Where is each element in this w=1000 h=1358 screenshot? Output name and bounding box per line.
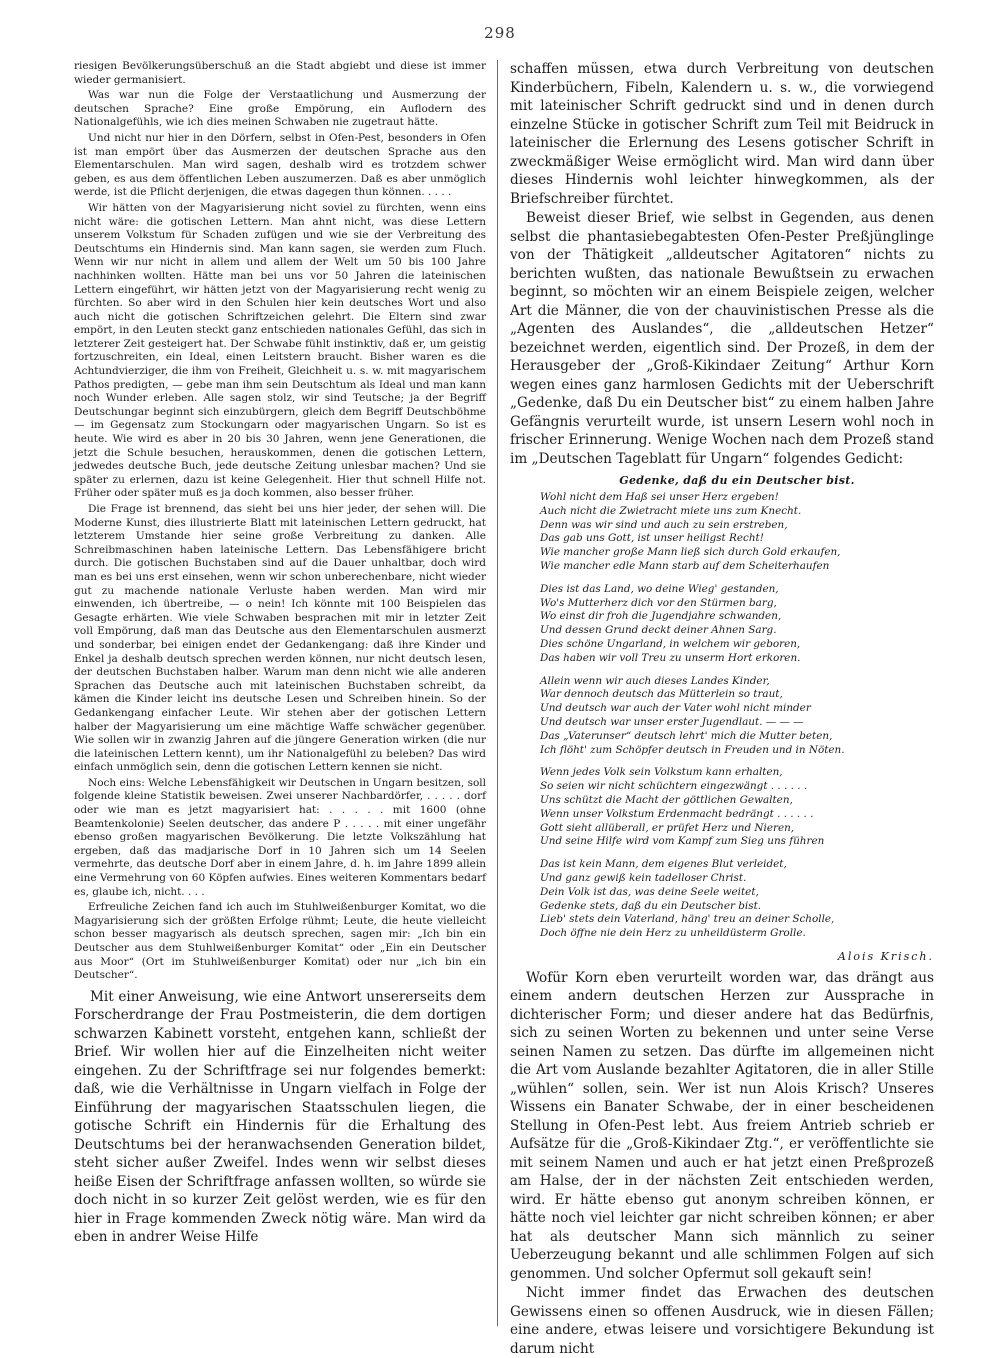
poem-verse: Wie mancher edle Mann starb auf dem Scheiterhaufen [540,559,830,572]
poem-verse: Und deutsch war unser erster Jugendlaut. — — — [540,715,804,728]
poem-verse: Gedenke stets, daß du ein Deutscher bist. [540,899,762,912]
poem-verse: Das ist kein Mann, dem eigenes Blut verleidet, [540,858,787,871]
poem-stanza [540,583,934,666]
poem-verse: Wo's Mutterherz dich vor den Stürmen barg, [540,596,777,609]
paragraph: schaffen müssen, etwa durch Verbreitung von deutschen Kinderbüchern, Fibeln, Kalendern u. s. w., die vorwiegend mit lateinischer Schrift gedruckt sind und in denen durch einzelne Stücke in gotischer Schrift zum Teil mit Beidruck in lateinischer die Erlernung des Lesens gotischer Schrift in zweckmäßiger Weise ermöglicht wird. Man wird dann über dieses Hindernis wohl leichter hinwegkommen, als der Briefschreiber fürchtet. [510,61,934,207]
poem-verse: Wie mancher große Mann ließ sich durch Gold erkaufen, [540,546,841,559]
poem-verse: So seien wir nicht schüchtern eingezwängt . . . . . . [540,780,808,793]
poem-verse: Allein wenn wir auch dieses Landes Kinder, [540,674,770,687]
left-column [74,60,486,1328]
paragraph: riesigen Bevölkerungsüberschuß an die Stadt abgiebt und diese ist immer wieder germanisiert. [74,60,486,86]
editorial-text [74,988,486,1247]
paragraph: Noch eins: Welche Lebensfähigkeit wir Deutschen in Ungarn besitzen, soll folgende kleine Statistik beweisen. Zwei unserer Nachbardörfer, . . . . . dorf oder wie man es jetzt magyarisiert hat: . . . . . mit 1600 (ohne Beamtenkolonie) Seelen deutscher, das andere P . . . . . mit einer ungefähr ebenso großen magyarischen Bevölkerung. Die letzte Volkszählung hat ergeben, daß das madjarische Dorf in 10 Jahren sich um 14 Seelen vermehrte, das deutsche Dorf aber in einem Jahre, d. h. im Jahre 1899 allein eine Vermehrung von 60 Köpfen aufwies. Eines weiteren Kommentars bedarf es, glaube ich, nicht. . . . [74,776,486,898]
right-column [510,60,934,1357]
poem-stanza [540,766,934,849]
paragraph: Nicht immer findet das Erwachen des deutschen Gewissens einen so offenen Ausdruck, wie in diesen Fällen; eine andere, etwas leisere und vorsichtigere Bekundung ist darum nicht [510,1285,934,1357]
poem-stanzas [540,491,934,941]
poem-verse: Dein Volk ist das, was deine Seele weitet, [540,885,759,898]
poem-verse: Wenn jedes Volk sein Volkstum kann erhalten, [540,766,783,779]
paragraph: Und nicht nur hier in den Dörfern, selbst in Ofen-Pest, besonders in Ofen ist man empört über das Ausmerzen der deutschen Sprache aus den Elementarschulen. Man wird sagen, deshalb wird es trotzdem schwer geben, es aus dem öffentlichen Leben auszumerzen. Daß es aber unmöglich werde, ist die Pflicht derjenigen, die etwas dagegen thun können. . . . . [74,131,486,199]
page-number: 298 [484,24,516,42]
letter-excerpt [74,60,486,983]
poem-verse: Dies schöne Ungarland, in welchem wir geboren, [540,637,801,650]
poem [540,474,934,963]
paragraph: Wofür Korn eben verurteilt worden war, das drängt aus einem andern deutschen Herzen zur Aussprache in dichterischer Form; und dieser andere hat das Bedürfnis, sich zu seinen Worten zu bekennen und unter seine Verse seinen Namen zu setzen. Das dürfte im allgemeinen nicht die Art vom Auslande bezahlter Agitatoren, die in aller Stille „wühlen“ sollen, sein. Wer ist nun Alois Krisch? Unseres Wissens ein Banater Schwabe, der in einer bescheidenen Stellung in Ofen-Pest lebt. Aus freiem Antrieb schrieb er Aufsätze für die „Groß-Kikindaer Ztg.“, er veröffentlichte sie mit seinem Namen und auch er hat jetzt einen Preßprozeß am Halse, der in der nächsten Zeit entschieden werden, wird. Er hätte ebenso gut anonym schreiben können, er hätte noch viel leichter gar nicht schreiben können; er aber hat als deutscher Mann sich männlich zu seiner Ueberzeugung bekannt und alle schlimmen Folgen auf sich genommen. Und solcher Opfermut soll gekauft sein! [510,969,934,1282]
paragraph: Wir hätten von der Magyarisierung nicht soviel zu fürchten, wenn eins nicht wäre: die gotischen Lettern. Man ahnt nicht, was diese Lettern unserem Volkstum für Schaden zufügen und wie sie der Verbreitung des Deutschtums ein Hindernis sind. Man kann sagen, sie werden zum Fluch. Wenn wir nur nicht in allem und allem der Welt um 50 bis 100 Jahre nachhinken wollten. Hätte man bei uns vor 50 Jahren die lateinischen Lettern eingeführt, wir hätten jetzt von der Magyarisierung recht wenig zu fürchten. So aber wird in den Schulen hier kein deutsches Wort und also auch nicht die gotischen Schriftzeichen gelehrt. Die Eltern sind zwar empört, in den Leuten steckt ganz entschieden nationales Gefühl, das sich in letzterer Zeit gesteigert hat. Der Schwabe fühlt instinktiv, daß er, um geistig fortzuschreiten, ein Ideal, einen Leitstern braucht. Bisher waren es die Achtundvierziger, die ihm von Freiheit, Gleichheit u. s. w. mit magyarischem Pathos predigten, — gebe man ihm sein Deutschtum als Ideal und man kann noch Wunder erleben. Alle sagen stolz, wir sind Teutsche; ja der Begriff Deutschungar beginnt sich einzubürgern, gleich dem Begriff Deutschböhme — im Gegensatz zum Stockungarn oder magyarischen Ungarn. So ist es heute. Wie wird es aber in 20 bis 30 Jahren, wenn jene Generationen, die jetzt die Schule besuchen, herauskommen, denen die gotischen Lettern, jedwedes deutsche Buch, jede deutsche Zeitung unlesbar machen? Und sie später zu erlernen, dazu ist keine Gelegenheit. Hier thut schnell Hilfe not. Früher oder später muß es ja doch kommen, also besser früher. [74,201,486,500]
poem-stanza [540,858,934,941]
poem-verse: Doch öffne nie dein Herz zu unheildüsterm Grolle. [540,927,806,940]
paragraph: Die Frage ist brennend, das sieht bei uns hier jeder, der sehen will. Die Moderne Kunst, dies illustrierte Blatt mit lateinischen Lettern gedruckt, hat letzterem Umstande hier seine große Verbreitung zu danken. Alle Schreibmaschinen haben lateinische Lettern. Das Lebensfähigere bricht durch. Die gotischen Buchstaben sind auf die Dauer unhaltbar, doch wird man es bei uns erst einsehen, wenn wir schon unberechenbare, nicht wieder gut zu machende nationale Verluste haben werden. Man wird mir einwenden, ich übertreibe, — o nein! Ich könnte mit 100 Beispielen das Gesagte erhärten. Wie viele Schwaben besprachen mit mir in letzter Zeit voll Empörung, daß man das Deutsche aus den Elementarschulen ausmerzt und sonderbar, bei einigen endet der Gedankengang: daß ihre Kinder und Enkel ja deshalb deutsch sprechen werden können, nur nicht deutsch lesen, der deutschen Buchstaben halber. Warum man denn nicht wie alle anderen Sprachen das Deutsche auch mit lateinischen Buchstaben schreibt, da kämen die Kinder leicht ins deutsche Lesen und Schreiben hinein. So der Gedankengang einfacher Leute. Wir stehen aber der gotischen Lettern halber der Magyarisierung um eine mächtige Waffe schwächer gegenüber. Wie sollen wir in zwanzig Jahren auf die jüngere Generation wirken (die nur die lateinischen Lettern kennt), um ihr Nationalgefühl zu beleben? Das wird einfach unmöglich sein, denn die gotischen Lettern kennen sie nicht. [74,503,486,774]
poem-verse: Und seine Hilfe wird vom Kampf zum Sieg uns führen [540,835,825,848]
poem-title: Gedenke, daß du ein Deutscher bist. [619,474,855,487]
column-divider [497,60,498,1326]
poem-verse: Dies ist das Land, wo deine Wieg' gestanden, [540,582,779,595]
poem-verse: War dennoch deutsch das Mütterlein so traut, [540,688,783,701]
paragraph: Beweist dieser Brief, wie selbst in Gegenden, aus denen selbst die phantasiebegabtesten Ofen-Pester Preßjünglinge von der Thätigkeit „alldeutscher Agitatoren“ nichts zu berichten wußten, das nationale Bewußtsein zu erwachen beginnt, so möchten wir an einem Beispiele zeigen, welcher Art die Männer, die von der chauvinistischen Presse als die „Agenten des Auslandes“, die „alldeutschen Hetzer“ bezeichnet werden, eigentlich sind. Der Prozeß, in dem der Herausgeber der „Groß-Kikindaer Zeitung“ Arthur Korn wegen eines ganz harmlosen Gedichts mit der Ueberschrift „Gedenke, daß Du ein Deutscher bist“ zu einem halben Jahre Gefängnis verurteilt wurde, ist unsern Lesern wohl noch in frischer Erinnerung. Wenige Wochen nach dem Prozeß stand im „Deutschen Tageblatt für Ungarn“ folgendes Gedicht: [510,210,934,467]
poem-verse: Das „Vaterunser“ deutsch lehrt' mich die Mutter beten, [540,729,833,742]
poem-verse: Wenn unser Volkstum Erdenmacht bedrängt . . . . . . [540,807,814,820]
paragraph: Erfreuliche Zeichen fand ich auch im Stuhlweißenburger Komitat, wo die Magyarisierung sich der größten Erfolge rühmt; Leute, die heute vielleicht schon besser magyarisch als deutsch sprechen, sagen mir: „Ich bin ein Deutscher aus dem Stuhlweißenburger Komitat“ oder „Ein ein Deutscher aus Moor“ (Ort im Stuhlweißenburger Komitat) oder nur „ich bin ein Deutscher“. [74,901,486,982]
poem-verse: Gott sieht allüberall, er prüfet Herz und Nieren, [540,821,795,834]
poem-author: Alois Krisch. [837,949,934,963]
poem-verse: Und deutsch war auch der Vater wohl nicht minder [540,702,811,715]
poem-stanza [540,491,934,574]
poem-verse: Auch nicht die Zwietracht miete uns zum Knecht. [540,504,802,517]
paragraph: Was war nun die Folge der Verstaatlichung und Ausmerzung der deutschen Sprache? Eine große Empörung, ein Auflodern des Nationalgefühls, wie ich dies meinen Schwaben nie zugetraut hätte. [74,89,486,129]
poem-verse: Lieb' stets dein Vaterland, häng' treu an deiner Scholle, [540,913,835,926]
editorial-text-bottom [510,969,934,1358]
poem-verse: Wo einst dir froh die Jugendjahre schwanden, [540,610,782,623]
editorial-text-top [510,60,934,468]
paragraph: Mit einer Anweisung, wie eine Antwort unsererseits dem Forscherdrange der Frau Postmeisterin, die dem dortigen schwarzen Kabinett vorsteht, entgehen kann, schließt der Brief. Wir wollen hier auf die Einzelheiten nicht weiter eingehen. Zu der Schriftfrage sei nur folgendes bemerkt: daß, wie die Verhältnisse in Ungarn vielfach in Folge der Einführung der magyarischen Staatsschulen liegen, die gotische Schrift ein Hindernis für die Erhaltung des Deutschtums bei der heranwachsenden Generation bildet, steht sicher außer Zweifel. Indes wenn wir selbst dieses heiße Eisen der Schriftfrage anfassen wollten, so würde sie doch nicht in so kurzer Zeit gelöst werden, wie es für den hier in Frage kommenden Zweck nötig wäre. Man wird da eben in andrer Weise Hilfe [74,988,486,1246]
poem-verse: Wohl nicht dem Haß sei unser Herz ergeben! [540,491,779,503]
poem-verse: Das gab uns Gott, ist unser heiligst Recht! [540,532,764,545]
poem-verse: Und ganz gewiß kein tadelloser Christ. [540,871,747,884]
poem-verse: Das haben wir voll Treu zu unserm Hort erkoren. [540,651,801,664]
poem-verse: Und dessen Grund deckt deiner Ahnen Sarg. [540,624,777,637]
poem-verse: Ich flöht' zum Schöpfer deutsch in Freuden und in Nöten. [540,743,845,756]
poem-verse: Uns schützt die Macht der göttlichen Gewalten, [540,793,793,806]
poem-verse: Denn was wir sind und auch zu sein erstreben, [540,518,788,531]
poem-stanza [540,675,934,758]
